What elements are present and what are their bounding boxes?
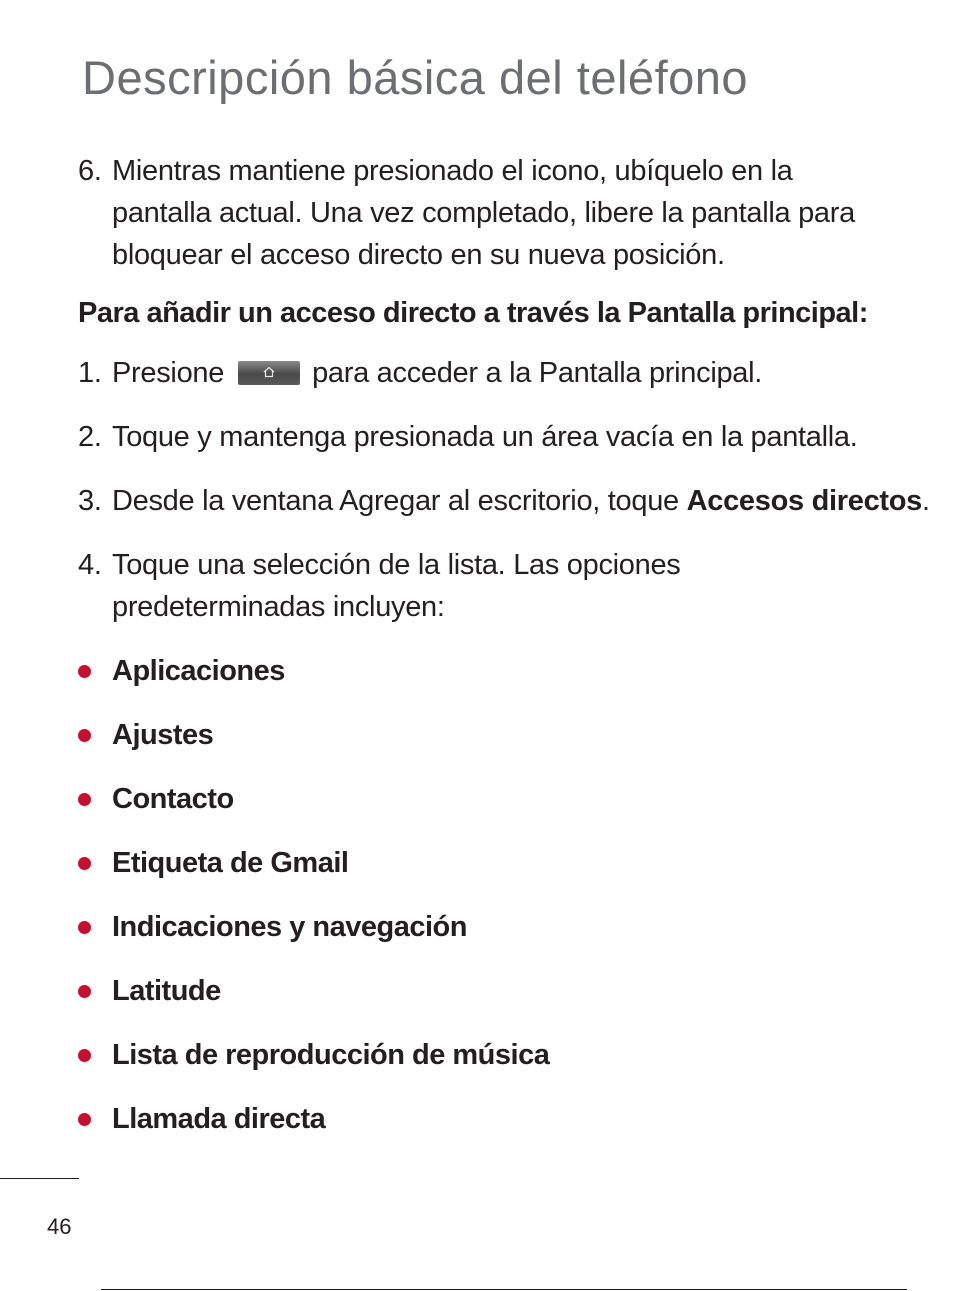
section-heading: Para añadir un acceso directo a través la Pantalla principal: (78, 297, 868, 329)
step-4 (78, 544, 890, 628)
list-item (78, 778, 234, 820)
option-label: Ajustes (112, 719, 214, 751)
bullet-icon (78, 1113, 91, 1126)
step-text: Toque y mantenga presionada un área vacía en la pantalla. (112, 421, 858, 453)
bottom-rule (101, 1289, 907, 1290)
bullet-icon (78, 729, 91, 742)
step-text: Mientras mantiene presionado el icono, ubíquelo en la pantalla actual. Una vez completado, libere la pantalla para bloquear el acceso directo en su nueva posición. (112, 155, 855, 271)
footer-rule (0, 1178, 79, 1179)
step-number: 1. (78, 357, 102, 389)
step-text-after: . (922, 485, 930, 517)
step-text: Toque una selección de la lista. Las opciones predeterminadas incluyen: (112, 549, 681, 623)
option-label: Aplicaciones (112, 655, 285, 687)
bullet-icon (78, 1049, 91, 1062)
list-item (78, 842, 348, 884)
option-label: Etiqueta de Gmail (112, 847, 349, 879)
option-label: Lista de reproducción de música (112, 1039, 550, 1071)
option-label: Indicaciones y navegación (112, 911, 467, 943)
bullet-icon (78, 857, 91, 870)
step-text-before: Desde la ventana Agregar al escritorio, toque (112, 485, 687, 517)
home-key-icon (238, 361, 300, 385)
list-item (78, 714, 213, 756)
page-title: Descripción básica del teléfono (82, 51, 749, 104)
step-6 (78, 150, 890, 276)
bullet-icon (78, 985, 91, 998)
option-label: Contacto (112, 783, 234, 815)
step-text-bold: Accesos directos (686, 485, 922, 517)
step-number: 6. (78, 155, 102, 187)
page-number: 46 (47, 1214, 72, 1239)
list-item (78, 970, 221, 1012)
list-item (78, 906, 467, 948)
step-text-before: Presione (112, 357, 225, 389)
step-text-after: para acceder a la Pantalla principal. (312, 357, 763, 389)
bullet-icon (78, 793, 91, 806)
step-number: 3. (78, 485, 102, 517)
list-item (78, 650, 285, 692)
step-number: 4. (78, 549, 102, 581)
option-label: Latitude (112, 975, 221, 1007)
list-item (78, 1034, 549, 1076)
list-item (78, 1098, 325, 1140)
step-3 (78, 480, 930, 522)
bullet-icon (78, 665, 91, 678)
step-1 (78, 352, 890, 394)
step-2 (78, 416, 890, 458)
option-label: Llamada directa (112, 1103, 326, 1135)
step-number: 2. (78, 421, 102, 453)
bullet-icon (78, 921, 91, 934)
